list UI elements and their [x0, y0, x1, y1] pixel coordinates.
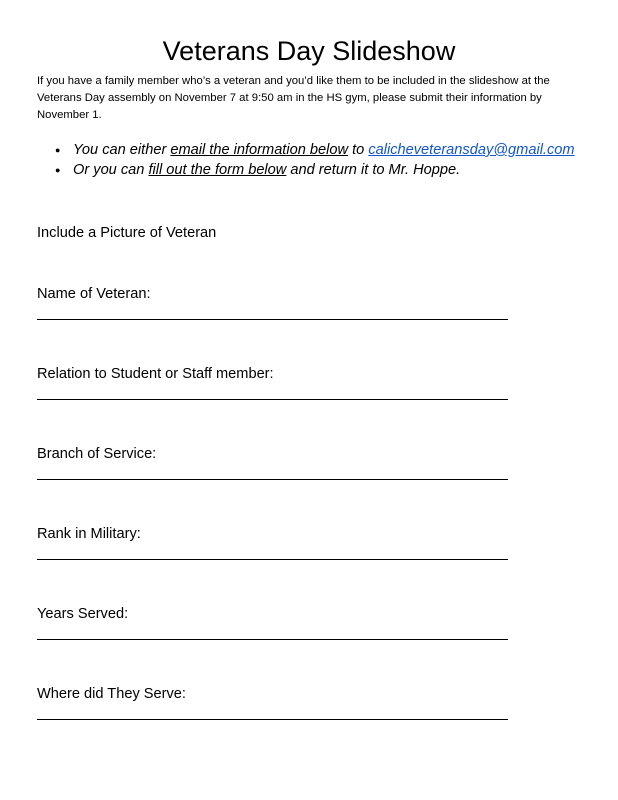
picture-label: Include a Picture of Veteran	[37, 225, 217, 241]
list-item-form-option	[55, 160, 575, 180]
field-label: Rank in Military:	[37, 526, 141, 542]
answer-line[interactable]	[37, 399, 508, 400]
field-label: Where did They Serve:	[37, 686, 186, 702]
form-option-prefix: Or you can	[73, 162, 149, 178]
form-option-suffix: and return it to Mr. Hoppe.	[286, 162, 461, 178]
email-link[interactable]: calicheveteransday@gmail.com	[368, 142, 575, 158]
form-option-underlined: fill out the form below	[148, 162, 287, 178]
field-branch-of-service	[37, 445, 508, 463]
email-option-prefix: You can either	[73, 142, 171, 158]
answer-line[interactable]	[37, 479, 508, 480]
field-relation	[37, 365, 508, 383]
field-label: Name of Veteran:	[37, 286, 151, 302]
answer-line[interactable]	[37, 319, 508, 320]
field-label: Years Served:	[37, 606, 129, 622]
page-title: Veterans Day Slideshow	[162, 36, 456, 66]
field-rank-in-military	[37, 525, 508, 543]
email-option-middle: to	[348, 142, 369, 158]
field-label: Branch of Service:	[37, 446, 157, 462]
answer-line[interactable]	[37, 639, 508, 640]
email-option-underlined: email the information below	[170, 142, 349, 158]
answer-line[interactable]	[37, 559, 508, 560]
field-where-served	[37, 685, 508, 703]
field-label: Relation to Student or Staff member:	[37, 366, 274, 382]
intro-paragraph: If you have a family member who’s a veteran and you’d like them to be included in the slideshow at the Veterans Day assembly on November 7 at 9:50 am in the HS gym, please submit their information by November 1.	[37, 75, 550, 121]
list-item-email-option	[55, 140, 575, 160]
answer-line[interactable]	[37, 719, 508, 720]
instruction-list	[55, 140, 575, 180]
field-years-served	[37, 605, 508, 623]
field-name-of-veteran	[37, 285, 508, 303]
